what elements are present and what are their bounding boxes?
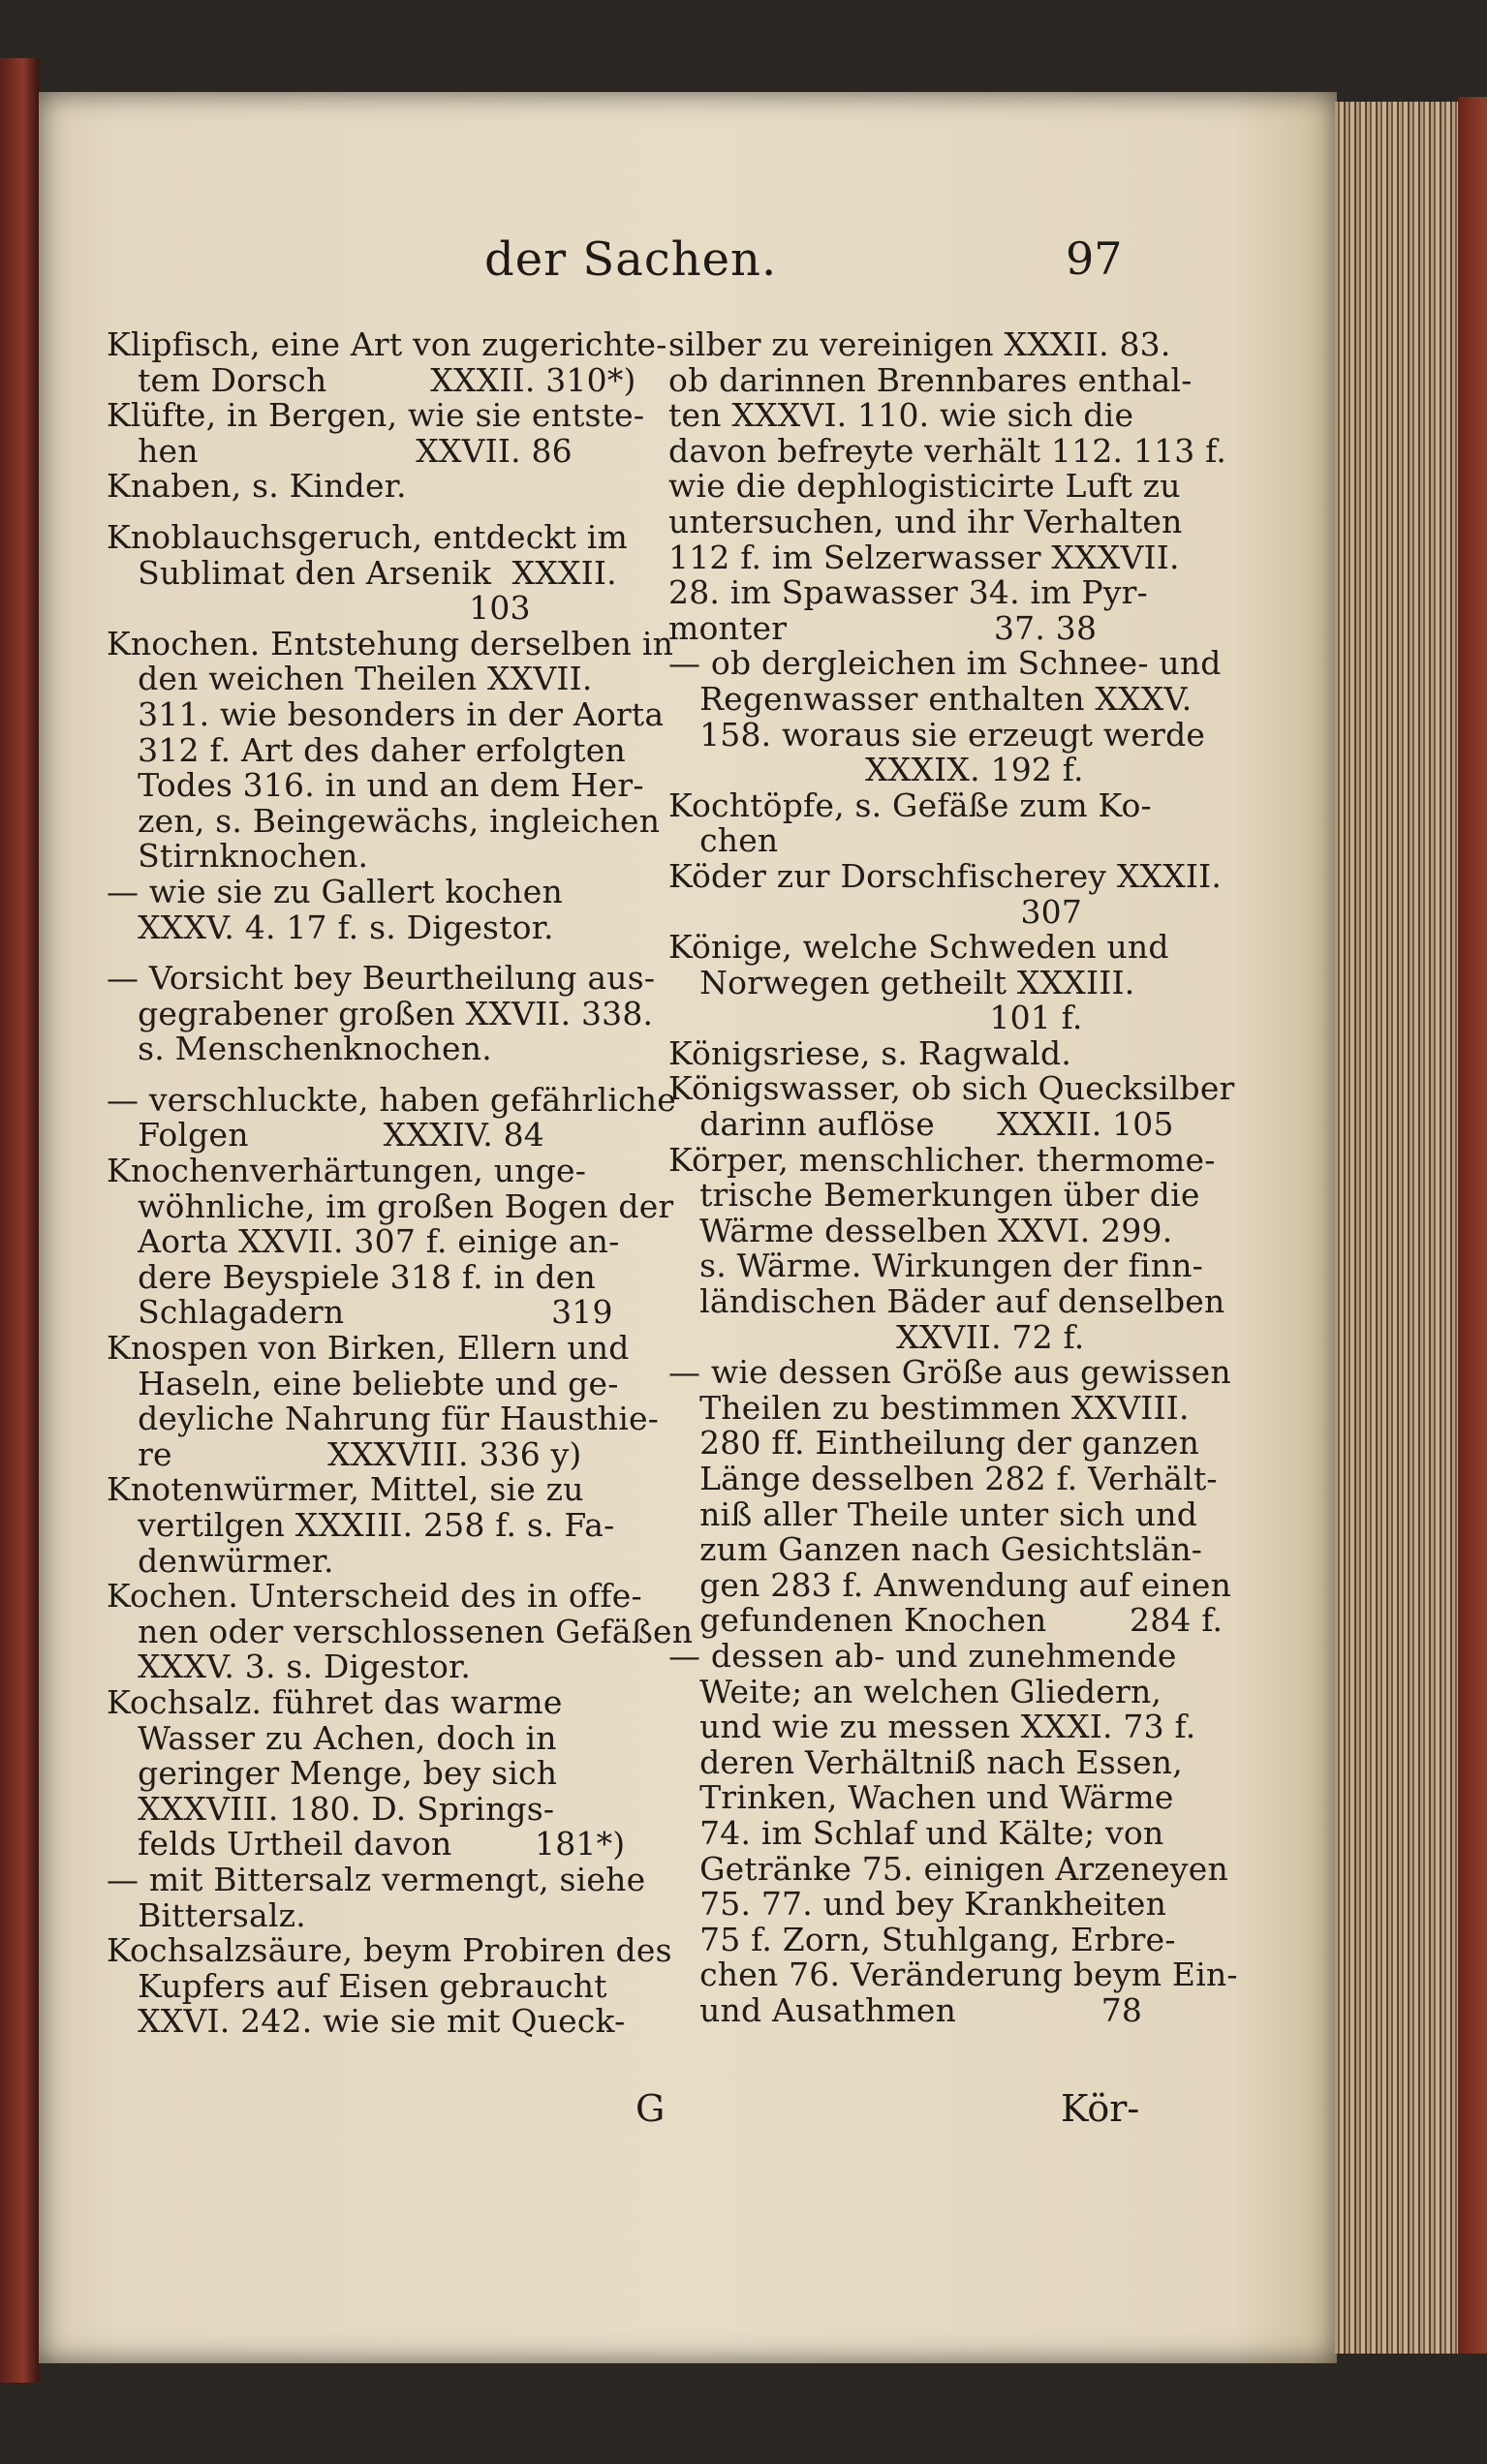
- index-entry-line: Stirnknochen.: [107, 837, 369, 876]
- page-number: 97: [1066, 232, 1123, 285]
- index-entry-line: silber zu vereinigen XXXII. 83.: [668, 325, 1171, 363]
- index-entry-line: Kochen. Unterscheid des in offe-: [107, 1577, 642, 1616]
- index-entry-line: XXVII. 72 f.: [668, 1317, 1085, 1356]
- index-entry-line: Norwegen getheilt XXXIII.: [668, 963, 1135, 1001]
- index-entry-line: 280 ff. Eintheilung der ganzen: [668, 1424, 1200, 1463]
- index-entry-line: Trinken, Wachen und Wärme: [668, 1778, 1174, 1817]
- index-entry-line: Köder zur Dorschfischerey XXXII.: [668, 856, 1223, 895]
- index-entry-line: XXXV. 3. s. Digestor.: [107, 1648, 472, 1686]
- index-entry-line: Kochsalzsäure, beym Probiren des: [107, 1931, 672, 1970]
- index-entry-line: re XXXVIII. 336 y): [107, 1434, 582, 1473]
- index-entry-line: Weite; an welchen Gliedern,: [668, 1672, 1162, 1710]
- index-entry-line: Knochenverhärtungen, unge-: [107, 1152, 587, 1190]
- index-entry-line: und Ausathmen 78: [668, 1990, 1143, 2029]
- page-edges: [1335, 102, 1461, 2354]
- book-cover-edge: [1458, 97, 1487, 2354]
- index-entry-line: — wie dessen Größe aus gewissen: [668, 1353, 1231, 1392]
- index-entry-line: Folgen XXXIV. 84: [107, 1116, 545, 1155]
- index-entry-line: Aorta XXVII. 307 f. einige an-: [107, 1222, 620, 1261]
- index-entry-line: XXVI. 242. wie sie mit Queck-: [107, 2002, 626, 2041]
- index-entry-line: Bittersalz.: [107, 1895, 306, 1934]
- index-entry-line: vertilgen XXXIII. 258 f. s. Fa-: [107, 1506, 615, 1544]
- index-entry-line: 307: [668, 892, 1083, 931]
- index-entry-line: Sublimat den Arsenik XXXII.: [107, 553, 617, 592]
- index-entry-line: 28. im Spawasser 34. im Pyr-: [668, 573, 1148, 612]
- running-header: der Sachen.: [484, 232, 778, 287]
- index-entry-line: zum Ganzen nach Gesichtslän-: [668, 1530, 1203, 1569]
- index-entry-line: Kochtöpfe, s. Gefäße zum Ko-: [668, 785, 1152, 824]
- index-entry-line: 103: [107, 589, 531, 628]
- index-entry-line: wie die dephlogisticirte Luft zu: [668, 467, 1181, 506]
- index-entry-line: Theilen zu bestimmen XXVIII.: [668, 1388, 1190, 1427]
- index-entry-line: gefundenen Knochen 284 f.: [668, 1601, 1224, 1640]
- index-entry-line: Könige, welche Schweden und: [668, 928, 1169, 967]
- index-entry-line: Knaben, s. Kinder.: [107, 467, 407, 506]
- index-entry-line: Kochsalz. führet das warme: [107, 1682, 563, 1721]
- index-entry-line: 158. woraus sie erzeugt werde: [668, 715, 1206, 754]
- index-entry-line: Königsriese, s. Ragwald.: [668, 1033, 1072, 1072]
- book-spine: [0, 58, 39, 2383]
- index-entry-line: davon befreyte verhält 112. 113 f.: [668, 431, 1227, 470]
- index-entry-line: deyliche Nahrung für Hausthie-: [107, 1400, 660, 1438]
- index-entry-line: darinn auflöse XXXII. 105: [668, 1105, 1174, 1144]
- index-entry-line: Länge desselben 282 f. Verhält-: [668, 1460, 1218, 1497]
- index-entry-line: Regenwasser enthalten XXXV.: [668, 679, 1193, 718]
- index-entry-line: — wie sie zu Gallert kochen: [107, 872, 563, 910]
- index-entry-line: s. Wärme. Wirkungen der finn-: [668, 1247, 1203, 1285]
- index-entry-line: den weichen Theilen XXVII.: [107, 660, 593, 698]
- index-entry-line: Knochen. Entstehung derselben in: [107, 624, 674, 662]
- index-entry-line: untersuchen, und ihr Verhalten: [668, 502, 1183, 540]
- index-entry-line: ländischen Bäder auf denselben: [668, 1282, 1225, 1321]
- index-entry-line: Körper, menschlicher. thermome-: [668, 1140, 1216, 1179]
- index-entry-line: XXXVIII. 180. D. Springs-: [107, 1789, 555, 1828]
- index-column-left: [107, 325, 694, 2041]
- index-entry-line: denwürmer.: [107, 1541, 334, 1580]
- index-entry-line: dere Beyspiele 318 f. in den: [107, 1257, 596, 1296]
- index-entry-line: chen 76. Veränderung beym Ein-: [668, 1956, 1238, 1994]
- index-entry-line: zen, s. Beingewächs, ingleichen: [107, 801, 661, 840]
- index-entry-line: trische Bemerkungen über die: [668, 1176, 1200, 1215]
- index-entry-line: chen: [668, 821, 779, 860]
- index-entry-line: 75. 77. und bey Krankheiten: [668, 1885, 1167, 1924]
- index-entry-line: — dessen ab- und zunehmende: [668, 1636, 1177, 1675]
- index-entry-line: ten XXXVI. 110. wie sich die: [668, 396, 1134, 435]
- index-entry-line: 101 f.: [668, 999, 1083, 1037]
- index-entry-line: Kupfers auf Eisen gebraucht: [107, 1966, 607, 2005]
- index-entry-line: Schlagadern 319: [107, 1293, 613, 1332]
- index-entry-line: hen XXVII. 86: [107, 431, 573, 470]
- index-entry-line: nen oder verschlossenen Gefäßen: [107, 1612, 694, 1650]
- index-entry-line: gen 283 f. Anwendung auf einen: [668, 1565, 1232, 1604]
- index-entry-line: 75 f. Zorn, Stuhlgang, Erbre-: [668, 1920, 1176, 1958]
- index-entry-line: Haseln, eine beliebte und ge-: [107, 1364, 619, 1402]
- index-entry-line: s. Menschenknochen.: [107, 1030, 492, 1068]
- index-entry-line: wöhnliche, im großen Bogen der: [107, 1186, 674, 1225]
- index-entry-line: 311. wie besonders in der Aorta: [107, 694, 665, 733]
- index-entry-line: Getränke 75. einigen Arzeneyen: [668, 1849, 1228, 1888]
- index-entry-line: XXXV. 4. 17 f. s. Digestor.: [107, 908, 554, 946]
- index-entry-line: felds Urtheil davon 181*): [107, 1825, 626, 1863]
- index-entry-line: 74. im Schlaf und Kälte; von: [668, 1813, 1164, 1852]
- index-entry-line: ob darinnen Brennbares enthal-: [668, 360, 1193, 399]
- index-entry-line: geringer Menge, bey sich: [107, 1754, 558, 1793]
- index-entry-line: — ob dergleichen im Schnee- und: [668, 644, 1222, 683]
- index-entry-line: Klüfte, in Bergen, wie sie entste-: [107, 396, 645, 435]
- index-entry-line: deren Verhältniß nach Essen,: [668, 1742, 1183, 1781]
- index-entry-line: 312 f. Art des daher erfolgten: [107, 730, 626, 769]
- index-entry-line: XXXIX. 192 f.: [668, 751, 1084, 789]
- index-entry-line: Knoblauchsgeruch, entdeckt im: [107, 517, 629, 556]
- index-entry-line: — verschluckte, haben gefährliche: [107, 1080, 677, 1119]
- index-entry-line: Todes 316. in und an dem Her-: [107, 766, 644, 805]
- index-entry-line: — mit Bittersalz vermengt, siehe: [107, 1860, 646, 1898]
- index-entry-line: Wasser zu Achen, doch in: [107, 1718, 557, 1757]
- index-entry-line: — Vorsicht bey Beurtheilung aus-: [107, 959, 656, 998]
- index-entry-line: niß aller Theile unter sich und: [668, 1494, 1198, 1533]
- index-entry-line: Knotenwürmer, Mittel, sie zu: [107, 1470, 584, 1509]
- index-entry-line: gegrabener großen XXVII. 338.: [107, 994, 654, 1032]
- index-entry-line: tem Dorsch XXXII. 310*): [107, 360, 636, 399]
- index-entry-line: monter 37. 38: [668, 608, 1098, 647]
- signature-mark: G: [635, 2087, 666, 2130]
- catchword: Kör-: [1061, 2087, 1140, 2130]
- index-entry-line: Klipfisch, eine Art von zugerichte-: [107, 325, 667, 363]
- index-entry-line: Königswasser, ob sich Quecksilber: [668, 1069, 1235, 1108]
- index-entry-line: Wärme desselben XXVI. 299.: [668, 1211, 1173, 1249]
- index-column-right: [668, 325, 1238, 2029]
- index-entry-line: und wie zu messen XXXI. 73 f.: [668, 1708, 1196, 1746]
- index-entry-line: 112 f. im Selzerwasser XXXVII.: [668, 538, 1180, 576]
- index-entry-line: Knospen von Birken, Ellern und: [107, 1329, 630, 1368]
